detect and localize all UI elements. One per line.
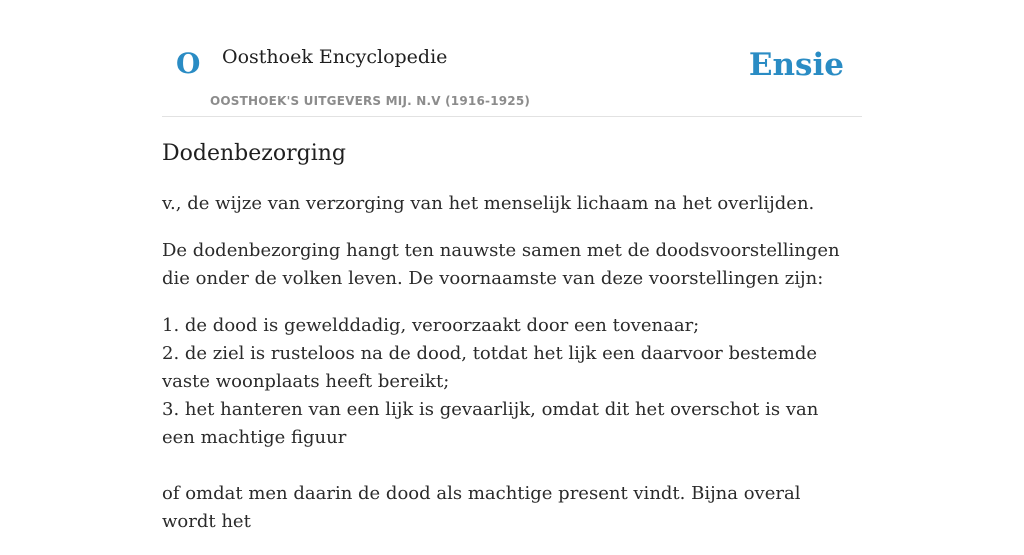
publisher-label: OOSTHOEK'S UITGEVERS MIJ. N.V (1916-1925) (210, 94, 531, 108)
article-continuation: of omdat men daarin de dood als machtige present vindt. Bijna overal wordt het (162, 483, 801, 532)
site-title-link[interactable]: Oosthoek Encyclopedie (222, 46, 448, 68)
ensie-logo-link[interactable]: Ensie (748, 47, 844, 83)
logo-icon[interactable]: O (176, 47, 201, 80)
list-item: 2. de ziel is rusteloos na de dood, totdat het lijk een daarvoor bestemde vaste woonplaats heeft bereikt; (162, 343, 818, 392)
article-list (162, 312, 852, 452)
article-content (162, 138, 852, 555)
article-intro: De dodenbezorging hangt ten nauwste samen met de doodsvoorstellingen die onder de volken leven. De voornaamste van deze voorstellingen zijn: (162, 240, 840, 289)
article-title: Dodenbezorging (162, 141, 346, 166)
list-item: 3. het hanteren van een lijk is gevaarlijk, omdat dit het overschot is van een machtige figuur (162, 399, 819, 448)
site-header (162, 0, 862, 117)
article-definition: v., de wijze van verzorging van het menselijk lichaam na het overlijden. (162, 193, 815, 214)
list-item: 1. de dood is gewelddadig, veroorzaakt door een tovenaar; (162, 315, 700, 336)
